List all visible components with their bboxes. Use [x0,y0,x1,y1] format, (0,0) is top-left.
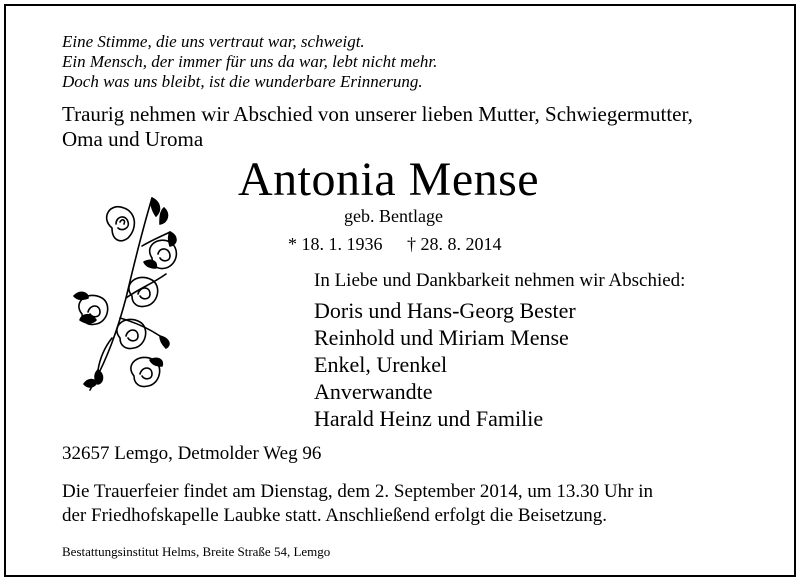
intro-line: Traurig nehmen wir Abschied von unserer lieben Mutter, Schwiegermutter, [62,102,693,126]
mourner: Doris und Hans-Georg Bester [314,298,576,323]
mourners-heading: In Liebe und Dankbarkeit nehmen wir Abschied: [314,270,686,291]
intro-line: Oma und Uroma [62,127,204,151]
poem-line: Doch was uns bleibt, ist die wunderbare Erinnerung. [62,72,423,91]
intro-text [62,102,693,152]
funeral-line: der Friedhofskapelle Laubke statt. Anschließend erfolgt die Beisetzung. [62,505,608,526]
mourner: Reinhold und Miriam Mense [314,325,569,350]
life-dates [288,234,502,255]
birth-name: geb. Bentlage [344,206,443,226]
death-date: † 28. 8. 2014 [407,234,502,254]
poem-line: Eine Stimme, die uns vertraut war, schweigt. [62,32,365,51]
family-address: 32657 Lemgo, Detmolder Weg 96 [62,443,322,464]
mourners-list [314,297,576,432]
undertaker-line: Bestattungsinstitut Helms, Breite Straße 54, Lemgo [62,544,331,559]
deceased-name: Antonia Mense [238,153,540,206]
poem-line: Ein Mensch, der immer für uns da war, lebt nicht mehr. [62,52,438,71]
obituary-notice [4,4,796,577]
rose-branch-icon [60,188,200,398]
mourner: Anverwandte [314,379,433,404]
birth-date: * 18. 1. 1936 [288,234,383,254]
funeral-info [62,480,653,528]
poem [62,32,437,92]
mourner: Enkel, Urenkel [314,352,448,377]
mourner: Harald Heinz und Familie [314,406,544,431]
funeral-line: Die Trauerfeier findet am Dienstag, dem 2. September 2014, um 13.30 Uhr in [62,481,653,502]
